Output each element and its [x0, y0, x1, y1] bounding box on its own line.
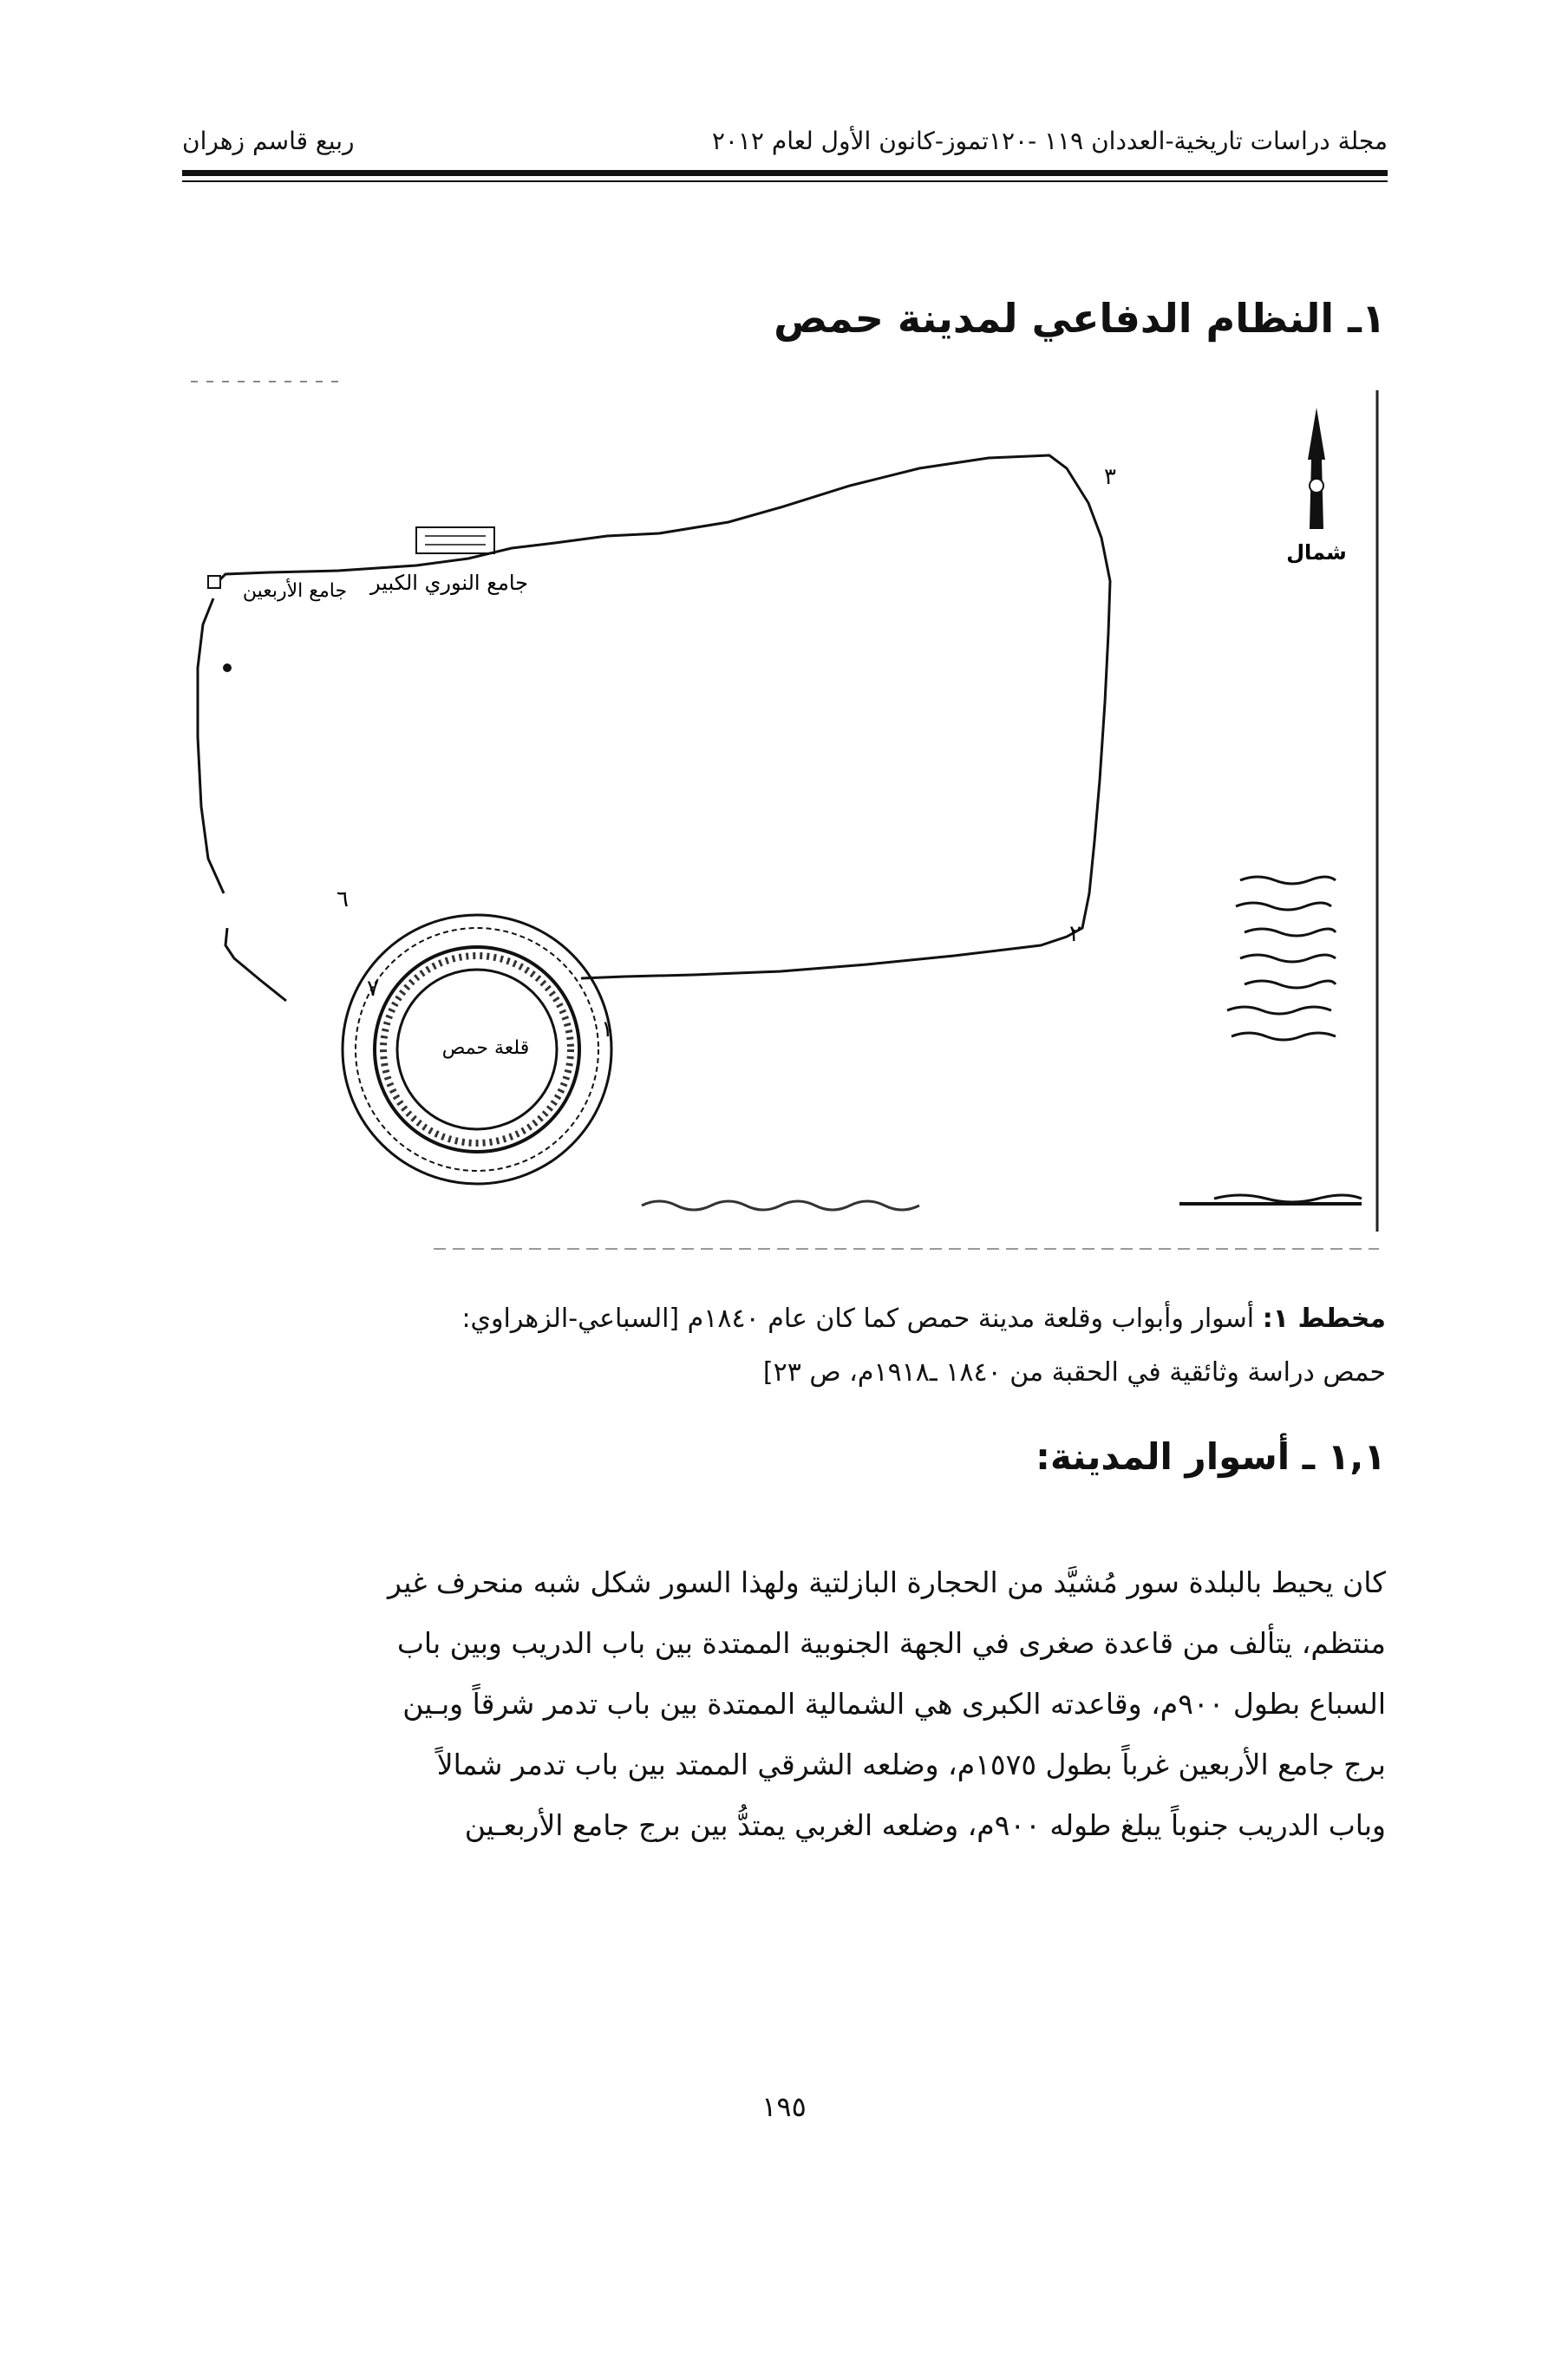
- mosque-arbain-label: جامع الأربعين: [242, 580, 348, 602]
- caption-line-2: حمص دراسة وثائقية في الحقبة من ١٨٤٠ ـ١٩١٨م، ص ٢٣]: [762, 1357, 1386, 1388]
- city-wall-outline: [198, 455, 1110, 1001]
- gate-marker-dot: [223, 663, 232, 672]
- citadel-label: قلعة حمص: [441, 1037, 530, 1059]
- gate-number-6: ٦: [336, 886, 349, 912]
- gate-number-3: ٣: [1104, 464, 1116, 490]
- map-source-scribble: [642, 1201, 919, 1210]
- body-line: وباب الدريب جنوباً يبلغ طوله ٩٠٠م، وضلعه الغربي يمتدُّ بين برج جامع الأربعـين: [464, 1808, 1386, 1842]
- body-paragraph: [180, 1552, 1386, 1856]
- author-name: ربيع قاسم زهران: [182, 127, 355, 155]
- section-title: ١ـ النظام الدفاعي لمدينة حمص: [774, 295, 1386, 342]
- north-label: شمال: [1286, 540, 1347, 565]
- body-line: منتظم، يتألف من قاعدة صغرى في الجهة الجنوبية الممتدة بين باب الدريب وبين باب: [396, 1626, 1386, 1660]
- header-rule-thin: [182, 180, 1388, 182]
- gate-number-1: ١: [601, 1016, 613, 1042]
- gate-marker-5: [208, 576, 220, 588]
- running-header: [182, 121, 1388, 165]
- caption-line-1: [180, 1292, 1386, 1346]
- body-line: السباع بطول ٩٠٠م، وقاعدته الكبرى هي الشمالية الممتدة بين باب تدمر شرقاً وبـين: [402, 1687, 1386, 1721]
- header-rule-thick: [182, 170, 1388, 176]
- body-line: كان يحيط بالبلدة سور مُشيَّد من الحجارة البازلتية ولهذا السور شكل شبه منحرف غير: [388, 1565, 1386, 1599]
- mosque-grand-label: جامع النوري الكبير: [370, 571, 528, 595]
- page-number: ١٩٥: [761, 2090, 807, 2123]
- mosque-block: [416, 527, 494, 553]
- figure-caption: [180, 1292, 1386, 1400]
- gate-number-2: ٢: [1069, 921, 1081, 947]
- city-wall-map: [173, 373, 1388, 1266]
- caption-label: مخطط ١:: [1262, 1304, 1386, 1334]
- legend: [1227, 877, 1336, 1040]
- journal-title: مجلة دراسات تاريخية-العددان ١١٩ -١٢٠تموز-كانون الأول لعام ٢٠١٢: [711, 127, 1388, 155]
- caption-text-1: أسوار وأبواب وقلعة مدينة حمص كما كان عام ١٨٤٠م [السباعي-الزهراوي:: [461, 1304, 1255, 1334]
- north-arrow: [1308, 408, 1325, 529]
- gate-number-7: ٧: [367, 976, 379, 1002]
- body-line: برج جامع الأربعين غرباً بطول ١٥٧٥م، وضلعه الشرقي الممتد بين باب تدمر شمالاً: [436, 1748, 1386, 1781]
- subsection-title: ١,١ ـ أسوار المدينة:: [1036, 1435, 1386, 1478]
